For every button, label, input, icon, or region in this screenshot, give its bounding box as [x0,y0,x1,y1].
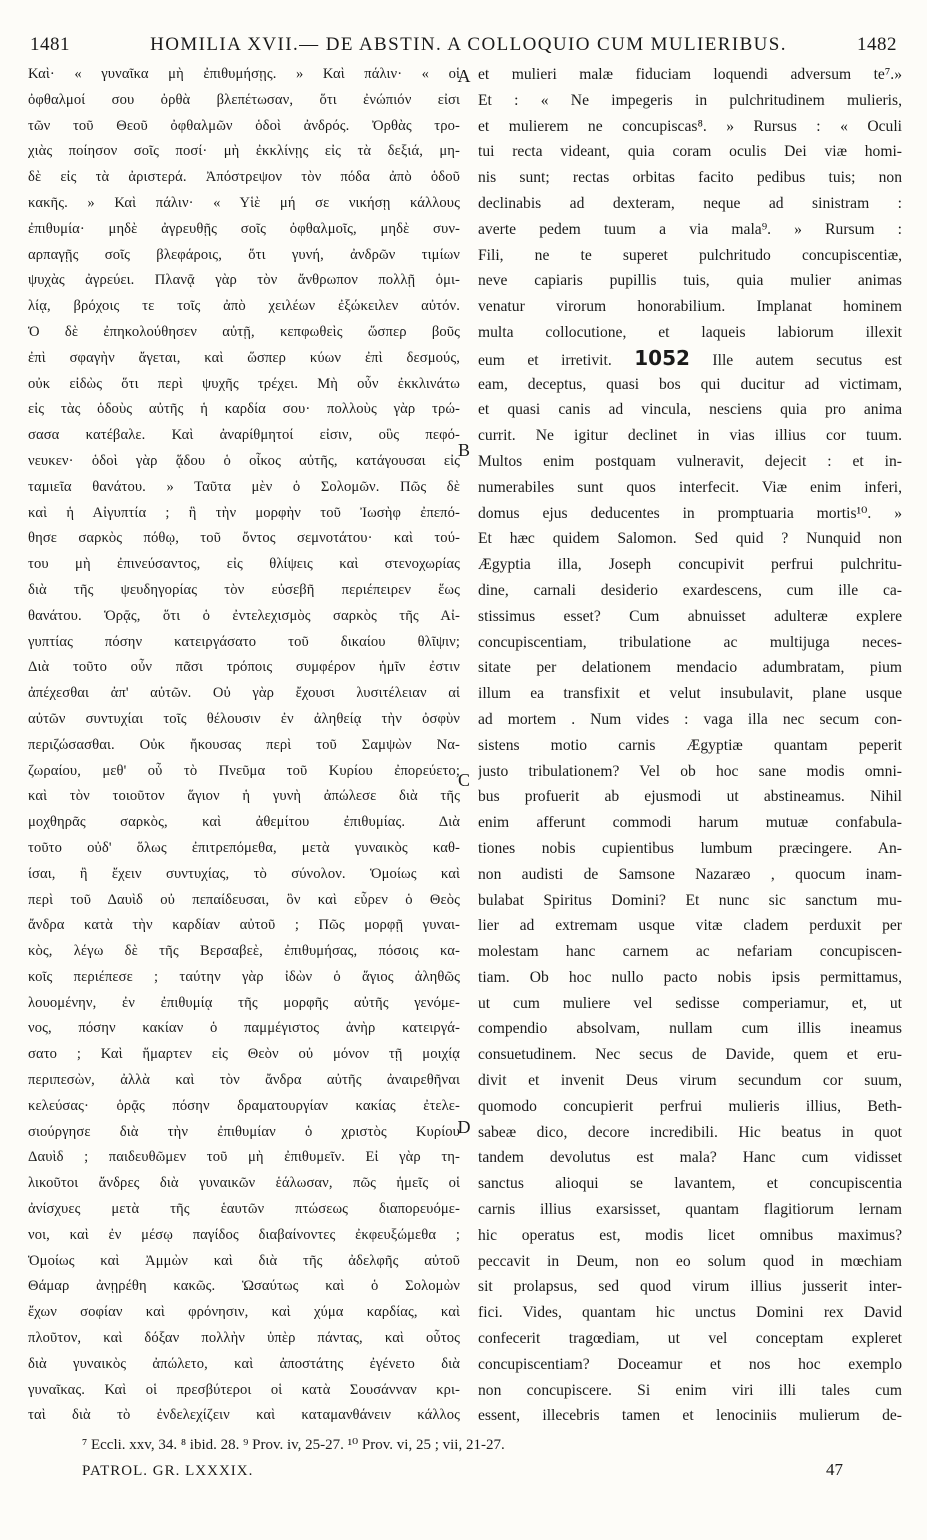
latin-text-line: tandem devolutus est mala? Hanc cum vidisset [478,1149,902,1167]
greek-text-line: ἔχων σοφίαν καὶ φρόνησιν, καὶ χύμα καρδίας, καὶ [28,1304,460,1321]
greek-text-line: αρπαγῇς σοῖς βλεφάροις, ὅτι γυνή, ἀνδρῶν τιμίων [28,246,460,263]
greek-text-line: σιούργησε διὰ τὴν ἐπιθυμίαν ὁ χριστὸς Κυρίου [28,1123,460,1140]
latin-text-line: illum ea transfixit et velut insubulavit, plane usque [478,685,902,703]
latin-text-line: ut cum muliere vel sedisse comperiamur, et, ut [478,994,902,1012]
latin-text-line: confecerit tragœdiam, ut vel conceptam expleret [478,1330,902,1348]
greek-text-line: του μὴ ἐπινεύσαντος, εἰς θλίψεις καὶ στενοχωρίας [28,556,460,573]
latin-text-line: hic operatus est, modis licet omnibus maximus? [478,1226,902,1244]
latin-text-line: eam, deceptus, quasi bos qui ducitur ad victimam, [478,375,902,393]
latin-text-line: currit. Ne igitur declinet in vias illius cor tuum. [478,427,902,445]
latin-text-line: stissimus esset? Cum abnuisset adulteræ explere [478,607,902,625]
greek-text-line: τῶν τοῦ Θεοῦ ὀφθαλμῶν ὁδοὶ ἀνδρός. Ὀρθὰς τρο- [28,117,460,134]
greek-text-line: θανάτου. Ὁρᾷς, ὅτι ὁ ἐντελεχισμὸς σαρκὸς τῆς Αἰ- [28,607,460,624]
latin-text-line: tiones nobis cupientibus lumbum præcingere. An- [478,839,902,857]
latin-text-line: consuetudinem. Nec secus de Davide, quem et eru- [478,1046,902,1064]
greek-text-line: κελεύσας· ὁρᾷς πόσην δραματουργίαν κακίας ἐτελε- [28,1097,460,1114]
latin-text-line: multa collocutione, et laqueis labiorum illexit [478,323,902,341]
greek-text-line: σατο ; Καὶ ἥμαρτεν εἰς Θεὸν οὐ μόνον τῇ μοιχίᾳ [28,1046,460,1063]
latin-text-line: non audisti de Samsone Nazaræo , quocum inam- [478,865,902,883]
greek-text-line: τοῦτο οὐδ' ὅλως ἐπιτρεπόμεθα, μετὰ γυναικὸς καθ- [28,839,460,856]
greek-text-line: ταμιεῖα θανάτου. » Ταῦτα μὲν ὁ Σολομῶν. Πῶς δὲ [28,478,460,495]
latin-text-line: lier ad extremam usque vitæ cladem perduxit per [478,917,902,935]
latin-text-line: non concupiscere. Si enim viri illi tales cum [478,1381,902,1399]
latin-text-line: Fili, ne te superet pulchritudo concupiscentiæ, [478,246,902,264]
greek-text-line: ἐπὶ σφαγὴν ἄγεται, καὶ ὥσπερ κύων ἐπὶ δεσμούς, [28,349,460,366]
greek-text-line: πλοῦτον, καὶ δόξαν πολλὴν ὑπὲρ πάντας, καὶ οὗτος [28,1330,460,1347]
greek-text-line: Δαυὶδ ; παιδευθῶμεν τοῦ μὴ ἐπιθυμεῖν. Εἰ γὰρ τη- [28,1149,460,1166]
latin-text-line: neve capiaris pupillis tuis, quia mulier animas [478,272,902,290]
latin-text-line: sabeæ dico, decore incredibili. Hic beatus in quot [478,1123,902,1141]
margin-letter-d: D [457,1117,471,1137]
latin-text-line: tui recta videant, quia coram oculis Dei viæ homi- [478,143,902,161]
greek-text-line: χιὰς ποίησον σοῖς ποσί· μὴ ἐκκλίνῃς εἰς τὰ δεξιά, μη- [28,143,460,160]
greek-text-line: διὰ τῆς ψευδηγορίας τὸν εὐσεβῆ περιέπειρεν ἕως [28,581,460,598]
footnotes: ⁷ Eccli. xxv, 34. ⁸ ibid. 28. ⁹ Prov. iv, 25-27. ¹⁰ Prov. vi, 25 ; vii, 21-27. [82,1437,505,1453]
greek-text-line: καὶ τὸν τοιοῦτον ἅγιον ἡ γυνὴ ἀπώλεσε διὰ τῆς [28,788,460,805]
greek-text-line: ὀφθαλμοί σου ὀρθὰ βλεπέτωσαν, ὅτι ἐνώπιόν εἰσι [28,91,460,108]
latin-text-line: molestam hanc carnem ac nefariam concupiscen- [478,943,902,961]
greek-text-line: διὰ γυναικὸς ἀπώλετο, καὶ ἀποστάτης ἐγένετο διὰ [28,1355,460,1372]
latin-text-line: carnis illius exarsisset, quantam flagitiorum lernam [478,1201,902,1219]
greek-text-line: νευκεν· ὁδοὶ γὰρ ᾅδου ὁ οἶκος αὐτῆς, κατάγουσαι εἰς [28,452,460,469]
greek-text-line: περιπεσὼν, ἀλλὰ καὶ τὸν ἄνδρα αὐτῆς ἀναιρεθῆναι [28,1072,460,1089]
greek-text-line: ἀπέχεσθαι ἀπ' αὐτῶν. Οὐ γὰρ ἔχουσι λυσιτέλειαν αἱ [28,685,460,702]
latin-text-line: et mulierem ne concupiscas⁸. » Rursus : « Oculi [478,117,902,135]
latin-text-line: dine, carnali desiderio exardescens, cum ille ca- [478,581,902,599]
greek-text-line: ἐπιθυμία· μηδὲ ἀγρευθῇς σοῖς ὀφθαλμοῖς, μηδὲ συν- [28,220,460,237]
greek-text-line: θησε σαρκὸς πόθῳ, τοῦ ὄντος σεμνοτάτου· καὶ τού- [28,530,460,547]
greek-text-line: Ὁμοίως καὶ Ἀμμὼν καὶ διὰ τῆς ἀδελφῆς αὐτοῦ [28,1252,460,1269]
greek-text-line: περὶ τοῦ Δαυὶδ οὐ πεπαίδευσαι, ὃν καὶ εὗρεν ὁ Θεὸς [28,891,460,908]
greek-text-line: Καὶ· « γυναῖκα μὴ ἐπιθυμήσῃς. » Καὶ πάλιν· « οἱ [28,66,460,82]
latin-text-line: sanctus alioqui se lavantem, et concupiscentia [478,1175,902,1193]
greek-column [28,62,460,1424]
latin-text-line: venatur virorum honorabilium. Implanat hominem [478,298,902,316]
latin-text-line: sit prolapsus, sed quod virum illius jusserit inter- [478,1278,902,1296]
greek-text-line: λουομένην, ἐν ἐπιθυμίᾳ τῆς μορφῆς αὐτῆς γενόμε- [28,994,460,1011]
footer-page-number: 47 [826,1460,843,1479]
greek-text-line: περιζώσασθαι. Οὐκ ἤκουσας περὶ τοῦ Σαμψὼν Να- [28,736,460,753]
running-header [14,34,913,60]
latin-text-line: quomodo concupierit perfrui mulieris illius, Beth- [478,1097,902,1115]
greek-text-line: εἰς τὰς ὁδοὺς αὐτῆς ἡ καρδία σου· πολλοὺς γὰρ τρώ- [28,401,460,418]
latin-text-line: sistens motio carnis Ægyptiæ quantam peperit [478,736,902,754]
greek-text-line: ἄνδρα κατὰ τὴν καρδίαν αὐτοῦ ; Πῶς μορφῇ γυναι- [28,917,460,934]
greek-text-line: νος, πόσην κακίαν ὁ παμμέγιστος ἀνὴρ κατειργά- [28,1020,460,1037]
migne-column-number: 1052 [634,345,690,370]
margin-letter-a: A [457,66,471,86]
left-page-number: 1481 [30,34,70,55]
latin-text-line: et quasi canis ad vincula, nesciens quia pro anima [478,401,902,419]
greek-text-line: ψυχὰς ἀγρεύει. Πλανᾷ γὰρ τὸν ἄνθρωπον πολλῇ ὁμι- [28,272,460,289]
greek-text-line: μοχθηρᾶς σαρκὸς, καὶ ἀθεμίτου ἐπιθυμίας. Διὰ [28,814,460,831]
latin-text-line: domus ejus deducentes in promptuaria mortis¹⁰. » [478,504,902,522]
greek-text-line: αὐτῶν συντυχίαι τοῖς θέλουσιν ἐν ἀληθείᾳ τὴν ὀσφὺν [28,710,460,727]
latin-text-line: bus profuerit ab ejusmodi ut abstineamus. Nihil [478,788,902,806]
latin-text-line: Ægyptia illa, Joseph concupivit perfrui pulchritu- [478,556,902,574]
greek-text-line: καὶ ἡ Αἰγυπτία ; ἣ τὴν μορφὴν τοῦ Ἰωσὴφ ἐπεπό- [28,504,460,521]
latin-text-line: concupiscentiam, tribulatione ac multijuga neces- [478,633,902,651]
running-title: HOMILIA XVII.— DE ABSTIN. A COLLOQUIO CUM MULIERIBUS. [150,34,787,55]
greek-text-line: λίᾳ, βρόχοις τε τοῖς ἀπὸ χειλέων ἐξώκειλεν αὐτόν. [28,298,460,315]
latin-text-line: eum et irretivit. 1052 Ille autem secutus est [478,345,902,370]
latin-text-line: concupiscentiam? Doceamur et nos hoc exemplo [478,1355,902,1373]
latin-text-line: Multos enim postquam vulneravit, dejecit : et in- [478,452,902,470]
latin-text-line: Et : « Ne impegeris in pulchritudinem mulieris, [478,91,902,109]
latin-column [478,62,902,1424]
greek-text-line: σασα κατέβαλε. Καὶ ἀναρίθμητοί εἰσιν, οὓς πεφό- [28,427,460,444]
latin-text-line: justo tribulationem? Vel ob hoc sane modis omni- [478,762,902,780]
greek-text-line: κακῆς. » Καὶ πάλιν· « Υἱὲ μή σε νικήσῃ κάλλους [28,194,460,211]
greek-text-line: γυπτίας πόσην κατειργάσατο τοῦ δικαίου θλῖψιν; [28,633,460,650]
greek-text-line: ἀνίσχυες μετὰ τῆς ἑαυτῶν πτώσεως διαπορευόμε- [28,1201,460,1218]
latin-text-line: et mulieri malæ fiduciam loquendi adversum te⁷.» [478,66,902,83]
greek-text-line: δὲ εἰς τὰ ἀριστερά. Ἀπόστρεψον τὸν πόδα ἀπὸ ὁδοῦ [28,169,460,186]
greek-text-line: κὸς, λέγω δὲ τῆς Βερσαβεὲ, ἐπιθυμήσας, πόσοις κα- [28,943,460,960]
greek-text-line: Ὁ δὲ ἐπηκολούθησεν αὐτῇ, κεπφωθεὶς ὥσπερ βοῦς [28,323,460,340]
latin-text-line: compendio absolvam, nullam cum illis ineamus [478,1020,902,1038]
greek-text-line: ζωραίου, μεθ' οὗ τὸ Πνεῦμα τοῦ Κυρίου ἐπορεύετο; [28,762,460,779]
latin-text-line: Et hæc quidem Salomon. Sed quid ? Nunquid non [478,530,902,548]
latin-text-line: nis sunt; rectas orbitas facito pedibus tuis; non [478,169,902,187]
latin-text-line: fici. Vides, quantam hic unctus Domini rex David [478,1304,902,1322]
greek-text-line: κοῖς περιέπεσε ; ταύτην γὰρ ἰδὼν ὁ ἅγιος ἀληθῶς [28,968,460,985]
greek-text-line: γυναῖκας. Καὶ οἱ πρεσβύτεροι οἱ κατὰ Σουσάνναν κρι- [28,1381,460,1398]
latin-text-line: declinabis ad dexteram, neque ad sinistram : [478,194,902,212]
greek-text-line: οὐκ εἰδὼς ὅτι περὶ ψυχῆς τρέχει. Μὴ οὖν ἐκκλινάτω [28,375,460,392]
greek-text-line: ταὶ διὰ τὸ ἐνδελεχίζειν καὶ καταμανθάνειν κάλλος [28,1407,460,1424]
latin-text-line: ad mortem . Num vides : vaga illa nec secum con- [478,710,902,728]
latin-text-line: numerabiles sunt quos interfecit. Viæ enim inferi, [478,478,902,496]
latin-text-line: sitate per delationem mendacio adumbratam, pium [478,659,902,677]
greek-text-line: λικοῦτοι ἄνδρες διὰ γυναικῶν ἑάλωσαν, πῶς ἡμεῖς οἱ [28,1175,460,1192]
latin-text-line: essent, illecebris tamen et lenociniis mulierum de- [478,1407,902,1424]
greek-text-line: ίσαι, ἢ ἔχειν συντυχίας, τὸ σύνολον. Ὁμοίως καὶ [28,865,460,882]
greek-text-line: Θάμαρ ἀνῃρέθη κακῶς. Ὡσαύτως καὶ ὁ Σολομὼν [28,1278,460,1295]
latin-text-line: peccavit in Deum, non eo solum quod in mœchiam [478,1252,902,1270]
printer-signature: PATROL. GR. LXXXIX. [82,1463,254,1479]
latin-text-line: enim afferunt commodi harum mutuæ confabula- [478,814,902,832]
latin-text-line: tiam. Ob hoc nullo pacto nobis ipsis permittamus, [478,968,902,986]
margin-letter-b: B [457,440,470,460]
latin-text-line: averte pedem tuum a via mala⁹. » Rursum : [478,220,902,238]
margin-letter-c: C [457,770,470,790]
greek-text-line: νοι, καὶ ἐν μέσῳ παγίδος διαβαίνοντες ἐκφευξώμεθα ; [28,1226,460,1243]
latin-text-line: bulabat Spiritus Domini? Et nunc sic sanctum mu- [478,891,902,909]
right-page-number: 1482 [857,34,897,55]
latin-text-line: divit et invenit Deus virum secundum cor suum, [478,1072,902,1090]
greek-text-line: Διὰ τοῦτο οὖν πᾶσι τρόποις συμφέρον ἡμῖν ἐστιν [28,659,460,676]
